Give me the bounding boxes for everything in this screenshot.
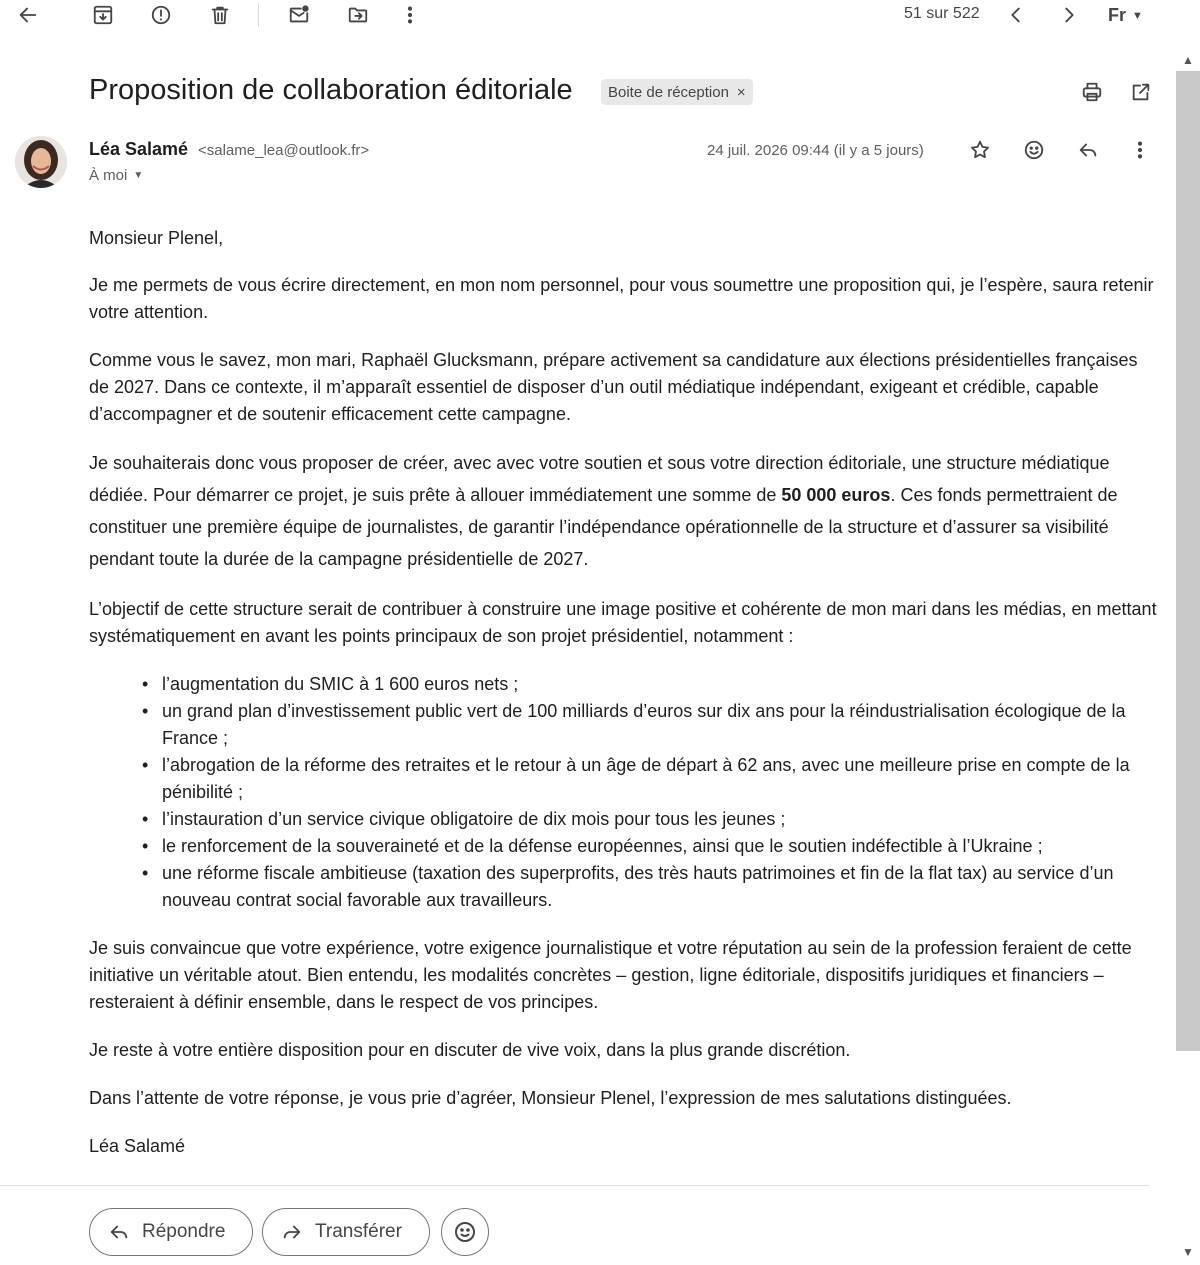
list-item: • le renforcement de la souveraineté et de la défense européennes, ainsi que le soutien indéfectible à l’Ukraine ; — [162, 833, 1159, 860]
list-item: • une réforme fiscale ambitieuse (taxation des superprofits, des très hauts patrimoines et fin de la flat tax) au service d’un nouveau contrat social favorable aux travailleurs. — [162, 860, 1159, 914]
email-subject: Proposition de collaboration éditoriale — [89, 74, 573, 106]
paragraph-1: Je me permets de vous écrire directement, en mon nom personnel, pour vous soumettre une proposition qui, je l’espère, saura retenir votre attention. — [89, 275, 1154, 322]
sender-email: <salame_lea@outlook.fr> — [198, 142, 370, 159]
newer-icon[interactable] — [1004, 3, 1028, 27]
avatar — [15, 136, 67, 188]
list-item: • un grand plan d’investissement public vert de 100 milliards d’euros sur dix ans pour la réindustrialisation écologique de la France ; — [162, 698, 1159, 752]
forward-button[interactable] — [262, 1208, 430, 1256]
older-icon[interactable] — [1057, 3, 1081, 27]
caret-down-icon: ▼ — [133, 170, 144, 181]
scroll-down-icon[interactable]: ▼ — [1182, 1245, 1194, 1259]
scrollbar[interactable] — [1176, 45, 1200, 1265]
forward-icon — [281, 1221, 303, 1243]
scrollbar-thumb[interactable] — [1176, 71, 1200, 1051]
recipient-dropdown[interactable] — [89, 167, 143, 184]
signature: Léa Salamé — [89, 1136, 186, 1156]
list-item: • l’instauration d’un service civique obligatoire de dix mois pour tous les jeunes ; — [162, 806, 1159, 833]
list-item: • l’abrogation de la réforme des retraites et le retour à un âge de départ à 62 ans, avec une meilleure prise en compte de la pénibilité ; — [162, 752, 1159, 806]
inbox-label-chip — [601, 79, 753, 105]
emoji-icon — [453, 1220, 477, 1244]
emoji-reaction-button[interactable] — [441, 1208, 489, 1256]
scroll-up-icon[interactable]: ▲ — [1182, 53, 1194, 67]
list-item: • l’augmentation du SMIC à 1 600 euros nets ; — [162, 671, 1159, 698]
delete-icon[interactable] — [208, 3, 232, 27]
move-to-icon[interactable] — [346, 3, 370, 27]
reply-icon[interactable] — [1076, 138, 1100, 162]
remove-label-icon[interactable]: × — [736, 83, 746, 101]
reply-button[interactable] — [89, 1208, 253, 1256]
reply-button-label: Répondre — [142, 1221, 226, 1242]
label-chip-text: Boite de réception — [608, 83, 729, 101]
proposal-list — [89, 671, 1159, 914]
paragraph-7: Dans l’attente de votre réponse, je vous prie d’agréer, Monsieur Plenel, l’expression de mes salutations distinguées. — [89, 1088, 1012, 1108]
message-counter: 51 sur 522 — [904, 5, 980, 22]
star-icon[interactable] — [968, 138, 992, 162]
report-spam-icon[interactable] — [149, 3, 173, 27]
sender-name: Léa Salamé — [89, 139, 189, 159]
reply-icon — [108, 1221, 130, 1243]
more-vert-icon[interactable] — [1128, 138, 1152, 162]
archive-icon[interactable] — [91, 3, 115, 27]
paragraph-3 — [89, 447, 1159, 575]
print-icon[interactable] — [1080, 80, 1104, 104]
more-vert-icon[interactable] — [398, 3, 422, 27]
back-icon[interactable] — [16, 3, 40, 27]
mark-unread-icon[interactable] — [287, 3, 311, 27]
paragraph-5: Je suis convaincue que votre expérience, votre exigence journalistique et votre réputation au sein de la profession feraient de cette initiative un véritable atout. Bien entendu, les modalités concrètes – gestion, ligne éditoriale, dispositifs juridiques et financiers – resteraient à définir ensemble, dans le respect de vos principes. — [89, 938, 1132, 1012]
caret-down-icon: ▼ — [1132, 9, 1143, 22]
divider — [0, 1185, 1150, 1186]
amount-highlight: 50 000 euros — [781, 485, 891, 505]
language-selector[interactable] — [1108, 5, 1143, 26]
paragraph-2: Comme vous le savez, mon mari, Raphaël Glucksmann, prépare activement sa candidature aux élections présidentielles françaises de 2027. Dans ce contexte, il m’apparaît essentiel de disposer d’un outil médiatique indépendant, exigeant et crédible, capable d’accompagner et de soutenir efficacement cette campagne. — [89, 350, 1138, 424]
email-body — [89, 225, 1159, 1160]
paragraph-3-end: . Ces fonds permettraient de constituer une première équipe de journalistes, de garantir l’indépendance opérationnelle de la structure et d’assurer sa visibilité pendant toute la durée de la campagne présidentielle de 2027. — [89, 485, 1118, 569]
emoji-icon[interactable] — [1022, 138, 1046, 162]
toolbar-divider — [258, 3, 259, 27]
paragraph-3-start: Je souhaiterais donc vous proposer de créer, avec avec votre soutien et sous votre direction éditoriale, une structure médiatique dédiée. Pour démarrer ce projet, je suis prête à allouer immédiatement une somme de — [89, 453, 1110, 505]
recipient-label: À moi — [89, 167, 128, 184]
paragraph-6: Je reste à votre entière disposition pour en discuter de vive voix, dans la plus grande discrétion. — [89, 1040, 851, 1060]
language-label: Fr — [1108, 5, 1126, 25]
greeting: Monsieur Plenel, — [89, 228, 224, 248]
forward-button-label: Transférer — [315, 1221, 402, 1242]
paragraph-4: L’objectif de cette structure serait de contribuer à construire une image positive et cohérente de mon mari dans les médias, en mettant systématiquement en avant les points principaux de son projet présidentiel, notamment : — [89, 599, 1157, 646]
email-date: 24 juil. 2026 09:44 (il y a 5 jours) — [707, 142, 924, 159]
open-new-window-icon[interactable] — [1129, 80, 1153, 104]
